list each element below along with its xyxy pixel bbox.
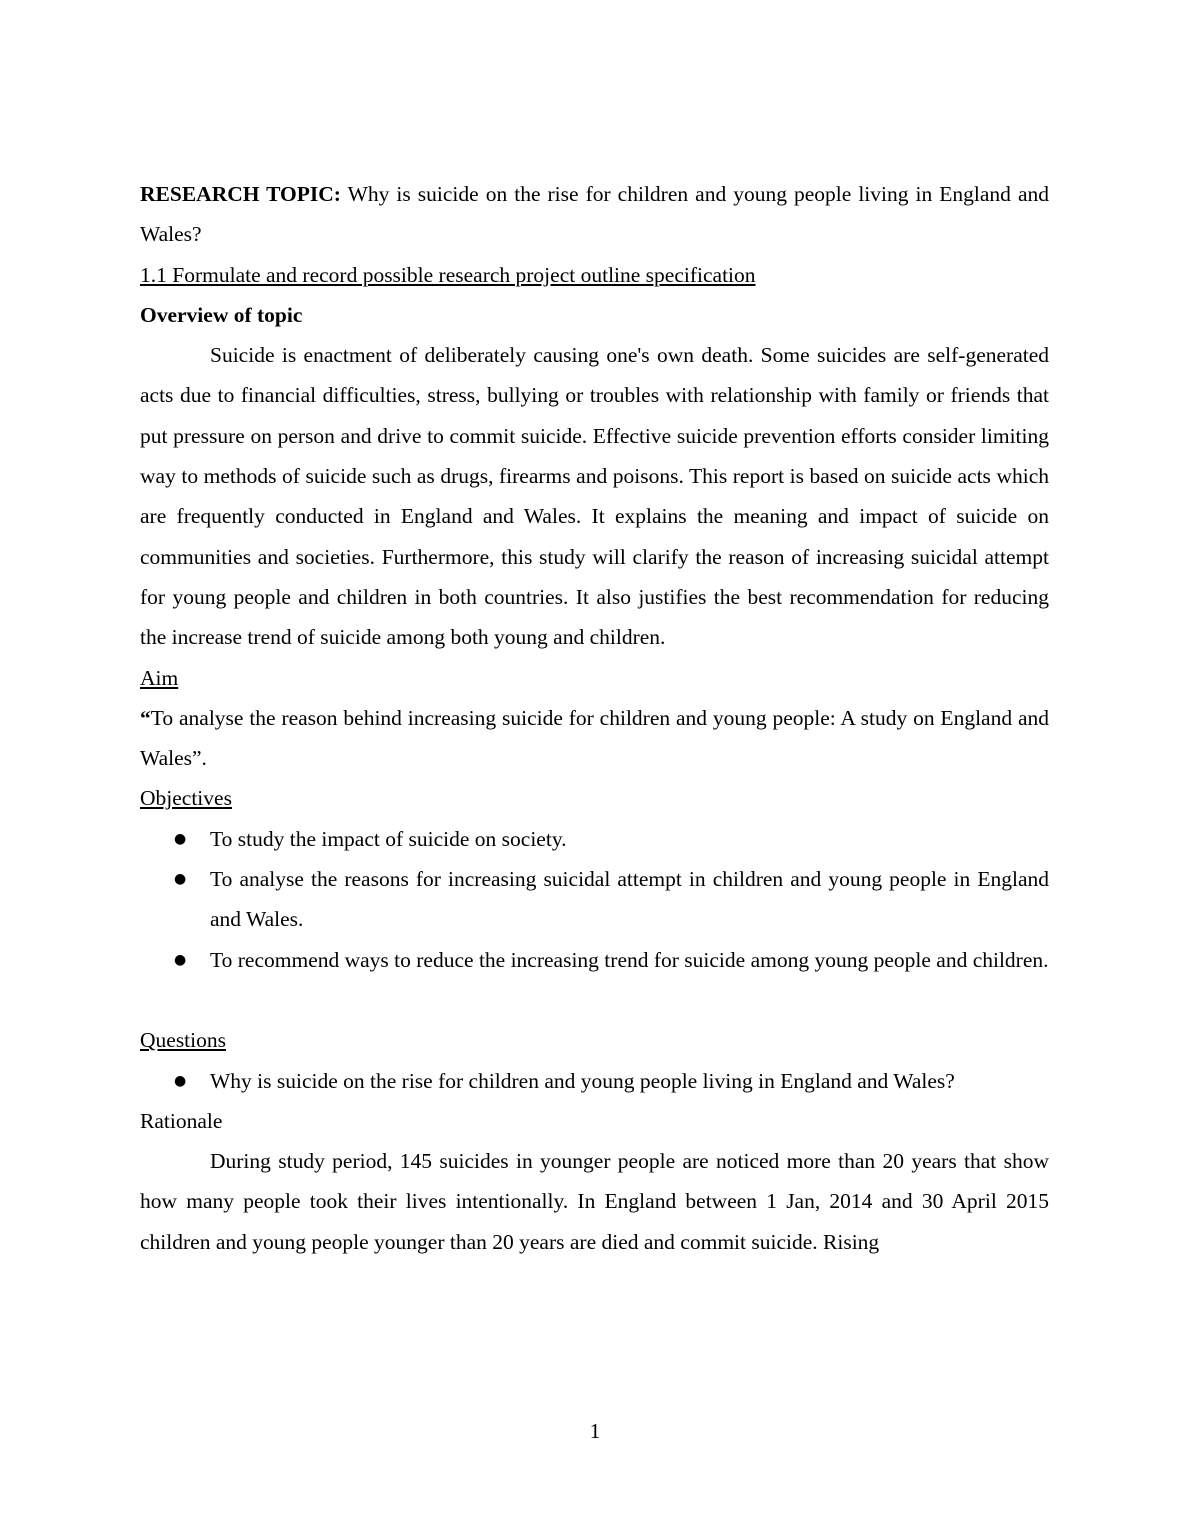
aim-open-quote: “ [140,705,151,730]
bullet-icon: ● [174,871,187,888]
objective-text: To analyse the reasons for increasing suicidal attempt in children and young people in England and Wales. [210,867,1049,932]
aim-text: To analyse the reason behind increasing suicide for children and young people: A study on England and Wales”. [140,705,1049,771]
section-heading: 1.1 Formulate and record possible research project outline specification [140,262,756,287]
rationale-paragraph: During study period, 145 suicides in younger people are noticed more than 20 years that show how many people took their lives intentionally. In England between 1 Jan, 2014 and 30 April 2015 children and young people younger than 20 years are died and commit suicide. Rising [140,1149,1049,1254]
questions-heading [140,1020,1049,1060]
objective-text: To recommend ways to reduce the increasing trend for suicide among young people and children. [210,947,1049,972]
list-item [140,1061,1049,1101]
objectives-list [140,819,1049,980]
objectives-heading [140,778,1049,818]
aim-statement [140,698,1049,779]
list-item [140,859,1049,940]
questions-heading-text: Questions [140,1028,226,1053]
objective-text: To study the impact of suicide on society. [210,826,567,851]
bullet-icon: ● [174,1072,187,1089]
objectives-heading-text: Objectives [140,786,232,811]
blank-line [140,980,1049,1020]
page-number: 1 [589,1419,601,1443]
research-topic [140,174,1049,255]
question-text: Why is suicide on the rise for children and young people living in England and Wales? [210,1068,955,1093]
bullet-icon: ● [174,830,187,847]
questions-list [140,1061,1049,1101]
bullet-icon: ● [174,951,187,968]
overview-paragraph: Suicide is enactment of deliberately causing one's own death. Some suicides are self-generated acts due to financial difficulties, stress, bullying or troubles with relationship with family or friends that put pressure on person and drive to commit suicide. Effective suicide prevention efforts consider limiting way to methods of suicide such as drugs, firearms and poisons. This report is based on suicide acts which are frequently conducted in England and Wales. It explains the meaning and impact of suicide on communities and societies. Furthermore, this study will clarify the reason of increasing suicidal attempt for young people and children in both countries. It also justifies the best recommendation for reducing the increase trend of suicide among both young and children. [140,343,1049,650]
aim-heading: Aim [140,665,179,690]
list-item [140,940,1049,980]
list-item [140,819,1049,859]
research-topic-label: RESEARCH TOPIC: [140,182,341,206]
overview-heading: Overview of topic [140,302,303,327]
research-topic-text: Why is suicide on the rise for children and young people living in England and Wales? [140,182,1049,247]
rationale-heading: Rationale [140,1108,223,1133]
page-body [140,174,1049,1262]
